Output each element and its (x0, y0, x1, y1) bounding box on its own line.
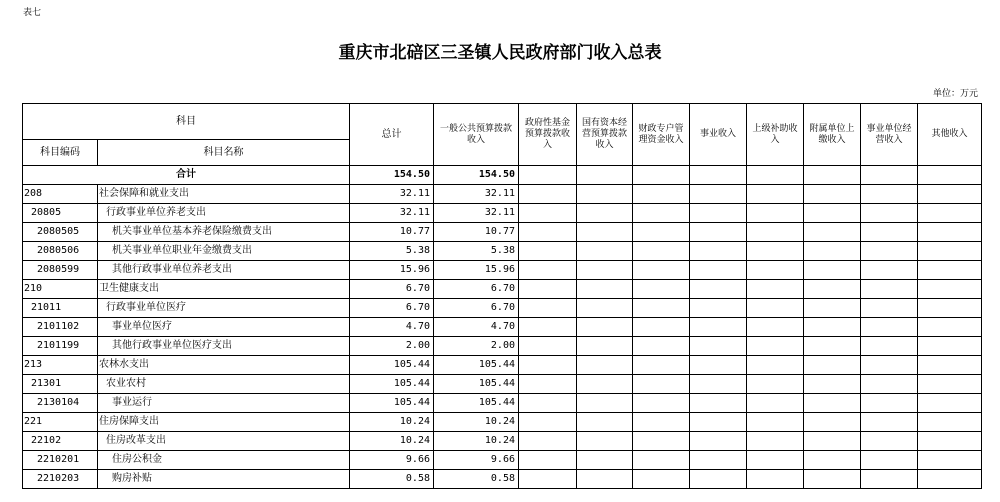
row-general-budget: 15.96 (434, 261, 519, 280)
header-gov-fund: 政府性基金预算拨款收入 (519, 104, 577, 166)
subject-name: 机关事业单位职业年金缴费支出 (98, 242, 350, 261)
row-general-budget: 10.24 (434, 432, 519, 451)
subject-code: 2080505 (23, 223, 98, 242)
subject-code: 2080599 (23, 261, 98, 280)
row-general-budget: 2.00 (434, 337, 519, 356)
header-total: 总计 (350, 104, 434, 166)
subject-name: 购房补贴 (98, 470, 350, 489)
row-total: 5.38 (350, 242, 434, 261)
subject-name: 农林水支出 (98, 356, 350, 375)
row-general-budget: 6.70 (434, 299, 519, 318)
subject-code: 20805 (23, 204, 98, 223)
subject-name: 事业运行 (98, 394, 350, 413)
subject-name: 行政事业单位养老支出 (98, 204, 350, 223)
header-general-budget: 一般公共预算拨款收入 (434, 104, 519, 166)
row-general-budget: 9.66 (434, 451, 519, 470)
subject-name: 住房公积金 (98, 451, 350, 470)
table-row (23, 413, 982, 432)
row-general-budget: 5.38 (434, 242, 519, 261)
subject-code: 2130104 (23, 394, 98, 413)
table-row (23, 451, 982, 470)
total-label: 合计 (23, 166, 350, 185)
row-general-budget: 105.44 (434, 394, 519, 413)
total-general-amount: 154.50 (434, 166, 519, 185)
row-general-budget: 105.44 (434, 356, 519, 375)
header-subject-name: 科目名称 (98, 140, 350, 166)
header-state-capital: 国有资本经营预算拨款收入 (577, 104, 633, 166)
total-amount: 154.50 (350, 166, 434, 185)
table-row (23, 432, 982, 451)
subject-code: 22102 (23, 432, 98, 451)
table-row (23, 185, 982, 204)
income-summary-table (22, 103, 982, 489)
row-total: 32.11 (350, 185, 434, 204)
table-row (23, 337, 982, 356)
subject-name: 住房改革支出 (98, 432, 350, 451)
header-subject: 科目 (23, 104, 350, 140)
row-general-budget: 32.11 (434, 204, 519, 223)
subject-name: 机关事业单位基本养老保险缴费支出 (98, 223, 350, 242)
row-general-budget: 6.70 (434, 280, 519, 299)
subject-name: 住房保障支出 (98, 413, 350, 432)
row-total: 32.11 (350, 204, 434, 223)
row-total: 6.70 (350, 280, 434, 299)
header-superior-subsidy: 上级补助收入 (747, 104, 804, 166)
table-number-tag: 表七 (23, 8, 42, 18)
row-total: 10.77 (350, 223, 434, 242)
header-subject-code: 科目编码 (23, 140, 98, 166)
header-other-income: 其他收入 (918, 104, 982, 166)
subject-code: 2101102 (23, 318, 98, 337)
row-total: 9.66 (350, 451, 434, 470)
header-business-operation: 事业单位经营收入 (861, 104, 918, 166)
subject-name: 其他行政事业单位医疗支出 (98, 337, 350, 356)
unit-label: 单位：万元 (932, 89, 978, 99)
subject-code: 2210203 (23, 470, 98, 489)
subject-name: 农业农村 (98, 375, 350, 394)
subject-code: 2210201 (23, 451, 98, 470)
row-total: 4.70 (350, 318, 434, 337)
row-general-budget: 10.77 (434, 223, 519, 242)
table-row (23, 470, 982, 489)
row-total: 0.58 (350, 470, 434, 489)
total-row (23, 166, 982, 185)
subject-code: 21301 (23, 375, 98, 394)
table-row (23, 356, 982, 375)
row-total: 105.44 (350, 375, 434, 394)
page-title: 重庆市北碚区三圣镇人民政府部门收入总表 (338, 43, 662, 63)
subject-code: 208 (23, 185, 98, 204)
row-total: 15.96 (350, 261, 434, 280)
table-row (23, 242, 982, 261)
row-general-budget: 0.58 (434, 470, 519, 489)
subject-code: 2101199 (23, 337, 98, 356)
subject-name: 其他行政事业单位养老支出 (98, 261, 350, 280)
row-general-budget: 4.70 (434, 318, 519, 337)
subject-code: 21011 (23, 299, 98, 318)
row-general-budget: 105.44 (434, 375, 519, 394)
header-business-income: 事业收入 (690, 104, 747, 166)
row-total: 6.70 (350, 299, 434, 318)
row-total: 10.24 (350, 432, 434, 451)
header-affiliated-income: 附属单位上缴收入 (804, 104, 861, 166)
subject-name: 卫生健康支出 (98, 280, 350, 299)
subject-code: 210 (23, 280, 98, 299)
table-row (23, 261, 982, 280)
subject-name: 行政事业单位医疗 (98, 299, 350, 318)
table-row (23, 375, 982, 394)
subject-name: 事业单位医疗 (98, 318, 350, 337)
table-row (23, 204, 982, 223)
row-total: 10.24 (350, 413, 434, 432)
table-row (23, 299, 982, 318)
table-row (23, 394, 982, 413)
table-row (23, 318, 982, 337)
row-general-budget: 10.24 (434, 413, 519, 432)
subject-code: 2080506 (23, 242, 98, 261)
header-special-fund: 财政专户管理资金收入 (633, 104, 690, 166)
table-row (23, 280, 982, 299)
row-total: 105.44 (350, 356, 434, 375)
row-total: 105.44 (350, 394, 434, 413)
row-general-budget: 32.11 (434, 185, 519, 204)
row-total: 2.00 (350, 337, 434, 356)
subject-code: 213 (23, 356, 98, 375)
table-row (23, 223, 982, 242)
subject-code: 221 (23, 413, 98, 432)
subject-name: 社会保障和就业支出 (98, 185, 350, 204)
